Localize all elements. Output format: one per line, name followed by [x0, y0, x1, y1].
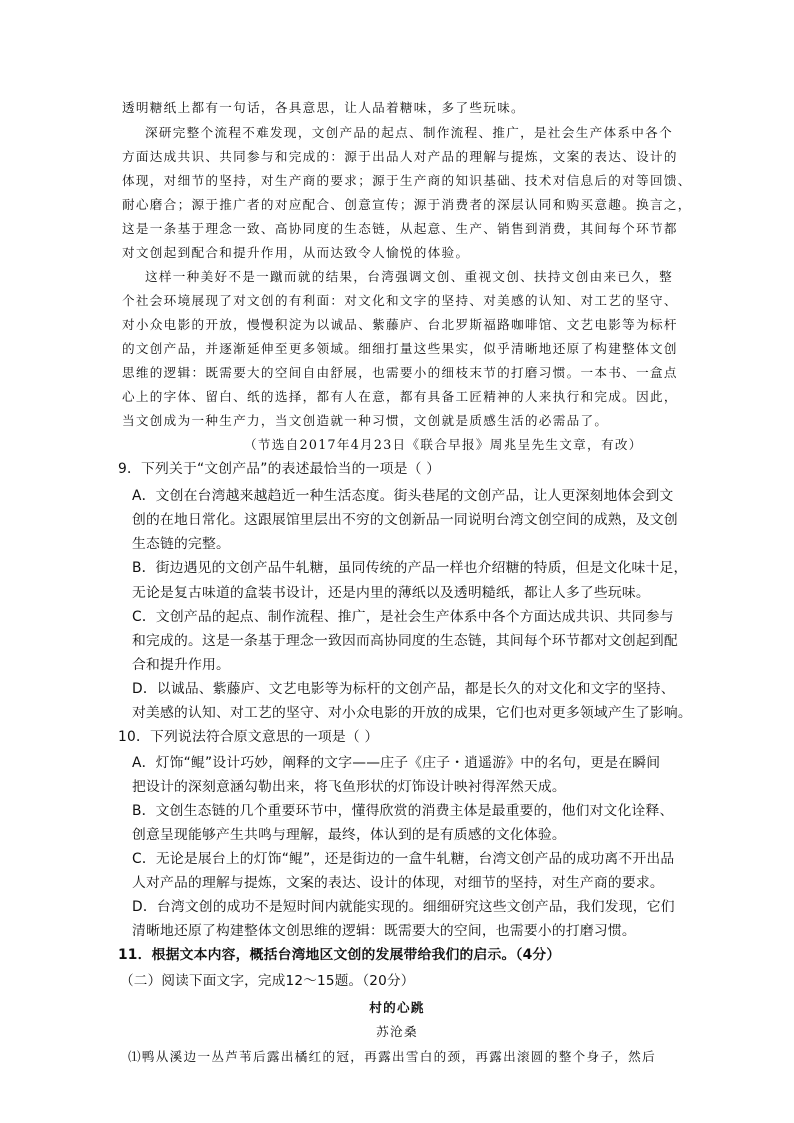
question-10-option: B．文创生态链的几个重要环节中，懂得欣赏的消费主体是最重要的，他们对文化诠释、: [132, 803, 674, 819]
passage-line: 耐心磨合；源于推广者的对应配合、创意宣传；源于消费者的深层认同和购买意趣。换言之，: [122, 197, 692, 212]
passage-line: 对小众电影的开放，慢慢积淀为以诚品、紫藤庐、台北罗斯福路咖啡馆、文艺电影等为标杆: [122, 317, 678, 332]
passage-line: 的文创产品，并逐渐延伸至更多领域。细细打量这些果实，似乎清晰地还原了构建整体文创: [122, 341, 678, 356]
question-10-option: 人对产品的理解与提炼，文案的表达、设计的体现，对细节的坚持，对生产商的要求。: [132, 875, 664, 891]
question-10-option: D．台湾文创的成功不是短时间内就能实现的。细细研究这些文创产品，我们发现，它们: [132, 899, 675, 915]
question-9-stem: 9．下列关于“文创产品”的表述最恰当的一项是（ ）: [118, 461, 441, 477]
passage-line: 体现，对细节的坚持，对生产商的要求；源于生产商的知识基础、技术对信息后的对等回馈、: [122, 173, 692, 188]
question-11-stem: 11．根据文本内容，概括台湾地区文创的发展带给我们的启示。（4分）: [118, 947, 561, 963]
passage-source: （节选自2017年4月23日《联合早报》周兆呈先生文章，有改）: [244, 437, 643, 452]
passage-line: 对文创起到配合和提升作用，从而达致令人愉悦的体验。: [122, 245, 470, 260]
question-9-option: D．以诚品、紫藤庐、文艺电影等为标杆的文创产品，都是长久的对文化和文字的坚持、: [132, 681, 675, 697]
section-heading: （二）阅读下面文字，完成12～15题。（20分）: [120, 973, 415, 989]
article-paragraph: ⑴鸭从溪边一丛芦苇后露出橘红的冠，再露出雪白的颈，再露出滚圆的整个身子，然后: [128, 1049, 656, 1064]
passage-line: 方面达成共识、共同参与和完成的：源于出品人对产品的理解与提炼，文案的表达、设计的: [122, 149, 678, 164]
passage-line: 深研完整个流程不难发现，文创产品的起点、制作流程、推广，是社会生产体系中各个: [145, 125, 673, 140]
passage-line: 这是一条基于理念一致、高协同度的生态链，从起意、生产、销售到消费，其间每个环节都: [122, 221, 678, 236]
question-9-option: A．文创在台湾越来越趋近一种生活态度。街头巷尾的文创产品，让人更深刻地体会到文: [132, 488, 674, 504]
question-10-option: 清晰地还原了构建整体文创思维的逻辑：既需要大的空间，也需要小的打磨习惯。: [132, 923, 636, 939]
question-9-option: 和完成的。这是一条基于理念一致因而高协同度的生态链，其间每个环节都对文创起到配: [132, 633, 678, 649]
passage-line: 透明糖纸上都有一句话，各具意思，让人品着糖味，多了些玩味。: [122, 100, 525, 115]
passage-line: 这样一种美好不是一蹴而就的结果，台湾强调文创、重视文创、扶持文创由来已久，整: [145, 269, 673, 284]
passage-line: 思维的逻辑：既需要大的空间自由舒展，也需要小的细枝末节的打磨习惯。一本书、一盒点: [122, 365, 678, 380]
article-title: 村的心跳: [369, 1000, 425, 1015]
question-10-option: A．灯饰“鲲”设计巧妙，阐释的文字——庄子《庄子・逍遥游》中的名句，更是在瞬间: [132, 755, 661, 771]
question-10-option: C．无论是展台上的灯饰“鲲”，还是街边的一盒牛轧糖，台湾文创产品的成功离不开出品: [132, 851, 675, 867]
article-author: 苏沧桑: [376, 1024, 418, 1039]
question-9-option: C．文创产品的起点、制作流程、推广，是社会生产体系中各个方面达成共识、共同参与: [132, 609, 674, 625]
question-10-option: 创意呈现能够产生共鸣与理解，最终，体认到的是有质感的文化体验。: [132, 827, 566, 843]
passage-line: 当文创成为一种生产力，当文创造就一种习惯，文创就是质感生活的必需品了。: [122, 413, 609, 428]
question-9-option: 生态链的完整。: [132, 536, 230, 552]
question-10-stem: 10．下列说法符合原文意思的一项是（ ）: [118, 729, 379, 745]
passage-line: 个社会环境展现了对文创的有利面：对文化和文字的坚持、对美感的认知、对工艺的坚守、: [122, 293, 678, 308]
question-9-option: 创的在地日常化。这跟展馆里层出不穷的文创新品一同说明台湾文创空间的成熟，及文创: [132, 512, 678, 528]
passage-line: 心上的字体、留白、纸的选择，都有人在意，都有具备工匠精神的人来执行和完成。因此，: [122, 389, 678, 404]
question-9-option: 无论是复古味道的盒装书设计，还是内里的薄纸以及透明糙纸，都让人多了些玩味。: [132, 585, 650, 601]
question-10-option: 把设计的深刻意涵勾勒出来，将飞鱼形状的灯饰设计映衬得浑然天成。: [132, 779, 566, 795]
question-9-option: B．街边遇见的文创产品牛轧糖，虽同传统的产品一样也介绍糖的特质，但是文化味十足，: [132, 560, 688, 576]
question-9-option: 合和提升作用。: [132, 657, 230, 673]
question-9-option: 对美感的认知、对工艺的坚守、对小众电影的开放的成果，它们也对更多领域产生了影响。: [132, 705, 692, 721]
